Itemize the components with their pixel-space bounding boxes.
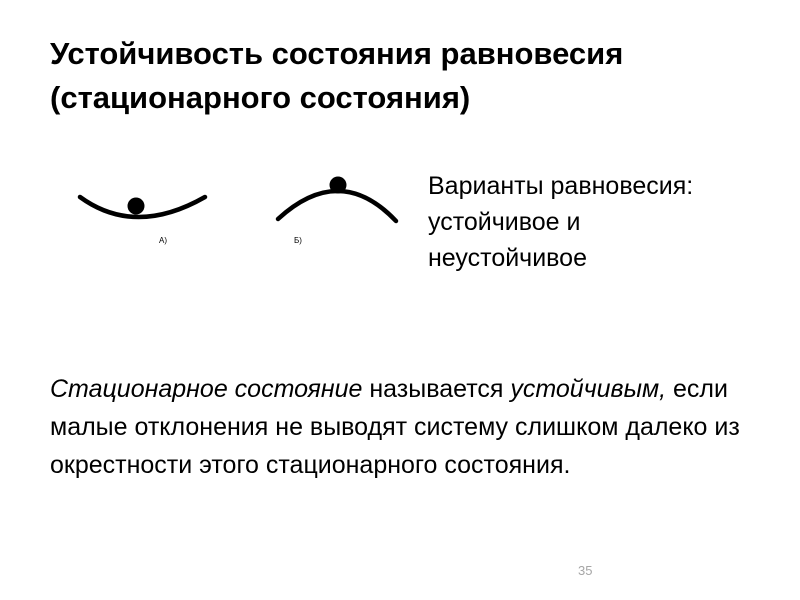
- definition-stable-word: устойчивым,: [510, 375, 667, 403]
- variants-line3: неустойчивое: [428, 244, 587, 272]
- definition-term: Стационарное состояние: [50, 375, 363, 403]
- equilibrium-variants-text: [428, 168, 768, 276]
- unstable-hill-curve: [278, 191, 396, 221]
- slide-title: [50, 32, 750, 120]
- equilibrium-diagram: [70, 165, 410, 260]
- slide-title-line1: Устойчивость состояния равновесия: [50, 36, 624, 71]
- definition-part1: называется: [362, 375, 511, 403]
- variants-line2: устойчивое и: [428, 208, 581, 236]
- definition-part2: если малые отклонения не выводят систему слишком далеко из окрестности этого стационарного состояния.: [50, 375, 740, 479]
- unstable-ball: [330, 177, 347, 194]
- variants-line1: Варианты равновесия:: [428, 172, 694, 200]
- stability-definition: [50, 370, 750, 484]
- diagram-label-a: А): [159, 236, 167, 245]
- stable-ball: [128, 198, 145, 215]
- diagram-label-b: Б): [294, 236, 302, 245]
- slide-title-line2: (стационарного состояния): [50, 80, 471, 115]
- slide-number: 35: [578, 563, 593, 578]
